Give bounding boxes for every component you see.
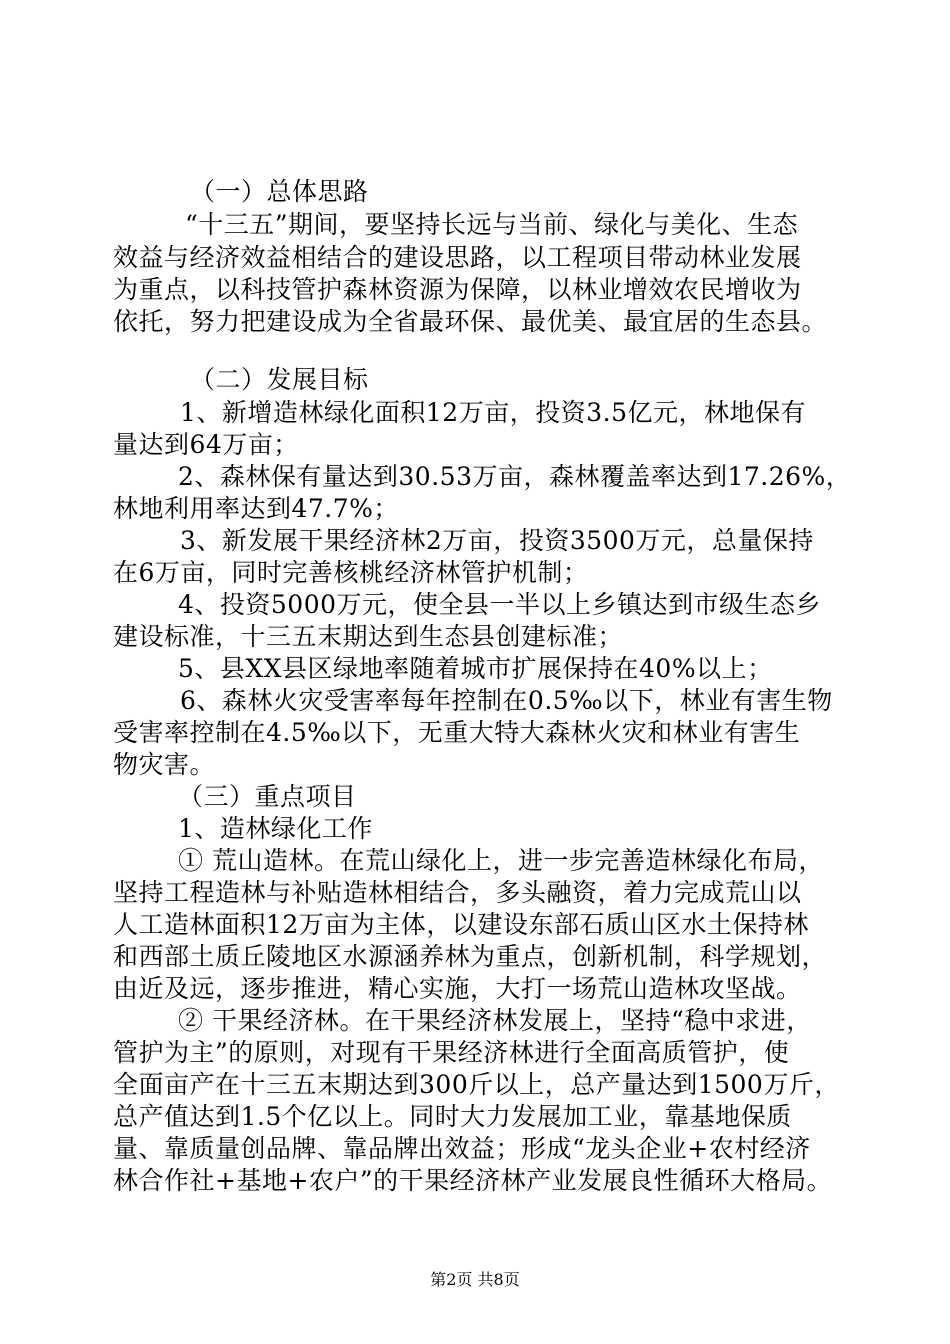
goal-item-1: 1、新增造林绿化面积12万亩，投资3.5亿元，林地保有 (180, 398, 806, 427)
paragraph-line: 效益与经济效益相结合的建设思路，以工程项目带动林业发展 (113, 243, 802, 272)
goal-item-4: 4、投资5000万元，使全县一半以上乡镇达到市级生态乡 (178, 590, 822, 619)
paragraph-line: 坚持工程造林与补贴造林相结合，多头融资，着力完成荒山以 (113, 878, 802, 907)
goal-item-5: 5、县XX县区绿地率随着城市扩展保持在40%以上； (178, 654, 773, 683)
paragraph-line: “十三五”期间，要坚持长远与当前、绿化与美化、生态 (185, 210, 799, 239)
paragraph-line: 人工造林面积12万亩为主体，以建设东部石质山区水土保持林 (113, 910, 809, 939)
paragraph-line: ① 荒山造林。在荒山绿化上，进一步完善造林绿化布局， (178, 846, 824, 875)
subsection-heading-afforestation: 1、造林绿化工作 (178, 814, 373, 843)
goal-item-6-continued: 受害率控制在4.5‰以下，无重大特大森林火灾和林业有害生 (113, 718, 801, 747)
section-heading-development-goals: （二）发展目标 (190, 365, 369, 394)
paragraph-line: 林合作社+基地+农户”的干果经济林产业发展良性循环大格局。 (113, 1166, 833, 1195)
paragraph-line: 全面亩产在十三五末期达到300斤以上，总产量达到1500万斤， (113, 1070, 840, 1099)
paragraph-line: 由近及远，逐步推进，精心实施，大打一场荒山造林攻坚战。 (113, 974, 802, 1003)
goal-item-3: 3、新发展干果经济林2万亩，投资3500万元，总量保持 (180, 526, 814, 555)
section-heading-key-projects: （三）重点项目 (178, 782, 357, 811)
section-heading-overall-approach: （一）总体思路 (190, 177, 369, 206)
goal-item-2: 2、森林保有量达到30.53万亩，森林覆盖率达到17.26%， (178, 462, 852, 491)
goal-item-1-continued: 量达到64万亩； (113, 430, 299, 459)
paragraph-line: 为重点，以科技管护森林资源为保障，以林业增效农民增收为 (113, 275, 802, 304)
paragraph-line: ② 干果经济林。在干果经济林发展上，坚持“稳中求进， (178, 1006, 812, 1035)
page-footer: 第2页 共8页 (430, 1270, 520, 1289)
paragraph-line: 依托，努力把建设成为全省最环保、最优美、最宜居的生态县。 (113, 307, 828, 336)
goal-item-6-continued: 物灾害。 (113, 750, 216, 779)
paragraph-line: 总产值达到1.5个亿以上。同时大力发展加工业，靠基地保质 (113, 1102, 792, 1131)
goal-item-6: 6、森林火灾受害率每年控制在0.5‰以下，林业有害生物 (180, 686, 833, 715)
paragraph-line: 量、靠质量创品牌、靠品牌出效益；形成“龙头企业+农村经济 (113, 1134, 811, 1163)
paragraph-line: 和西部土质丘陵地区水源涵养林为重点，创新机制，科学规划， (113, 942, 828, 971)
goal-item-2-continued: 林地利用率达到47.7%； (113, 494, 399, 523)
goal-item-3-continued: 在6万亩，同时完善核桃经济林管护机制； (113, 558, 589, 587)
paragraph-line: 管护为主”的原则，对现有干果经济林进行全面高质管护，使 (113, 1038, 790, 1067)
goal-item-4-continued: 建设标准，十三五末期达到生态县创建标准； (113, 622, 624, 651)
